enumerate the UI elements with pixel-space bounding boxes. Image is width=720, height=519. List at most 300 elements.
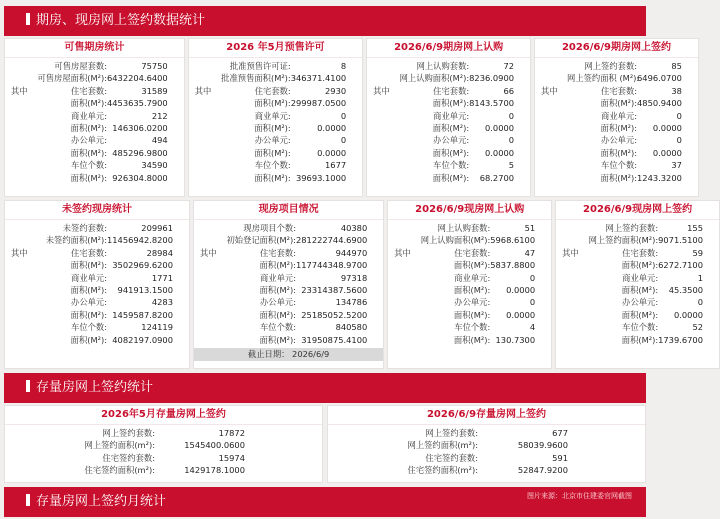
stat-label: 面积(M²):	[254, 98, 291, 109]
card-title: 2026/6/9现房网上签约	[556, 201, 719, 220]
stat-prefix	[562, 321, 588, 333]
stat-label: 面积(M²):	[600, 122, 638, 133]
stat-value: 281222744.6900	[295, 235, 368, 246]
stat-line	[541, 110, 692, 122]
section-marker-icon	[26, 13, 30, 25]
stat-value: 47	[524, 247, 536, 258]
stat-prefix	[195, 172, 221, 184]
stat-prefix	[394, 222, 420, 234]
stat-line	[195, 122, 356, 134]
stat-prefix	[394, 284, 420, 296]
section-marker-icon	[26, 494, 30, 506]
stat-prefix	[200, 272, 226, 284]
stat-value: 15974	[218, 452, 245, 463]
stat-label: 网上认购面积(M²):	[399, 73, 470, 84]
stat-label: 批准预售面积(M²):	[221, 73, 291, 84]
stat-prefix: 其中	[11, 85, 28, 96]
stat-value: 4453635.7900	[107, 98, 168, 109]
stat-label: 面积(M²):	[70, 172, 107, 183]
stat-label: 网上签约套数:	[102, 428, 155, 438]
stat-prefix: 其中	[199, 247, 217, 258]
stat-line	[394, 334, 545, 346]
stat-label: 面积(M²):	[432, 122, 470, 133]
stat-prefix	[195, 122, 221, 134]
stats-row-2	[4, 200, 703, 369]
stat-label: 面积(M²):	[453, 309, 491, 320]
stat-value: 0	[508, 110, 515, 121]
stat-line	[11, 247, 183, 259]
stat-prefix	[11, 147, 37, 159]
stat-value: 66	[503, 85, 515, 96]
stat-prefix	[562, 309, 588, 321]
stat-line	[373, 134, 524, 146]
stat-label: 网上认购套数:	[416, 61, 470, 71]
stat-prefix	[11, 284, 37, 296]
stat-label: 办公单元:	[454, 297, 491, 308]
stat-line	[11, 334, 183, 346]
stat-label: 面积(M²):	[432, 98, 470, 109]
stat-line	[394, 222, 545, 234]
stat-label: 网上签约套数:	[584, 61, 638, 71]
stat-line	[200, 334, 377, 346]
stat-prefix	[373, 122, 399, 134]
stat-label: 面积(M²):	[432, 172, 470, 183]
stat-value: 591	[552, 452, 568, 463]
stat-prefix	[373, 60, 399, 72]
stat-label: 住宅签约面积(m²):	[407, 465, 478, 476]
stat-prefix	[373, 159, 399, 171]
stat-value: 0.0000	[506, 309, 536, 320]
stat-line	[541, 72, 692, 84]
stat-value: 1429178.1000	[184, 465, 245, 476]
stat-line	[200, 309, 377, 321]
stat-line	[562, 234, 713, 246]
card-title: 现房项目情况	[194, 201, 383, 220]
stat-line	[328, 452, 639, 464]
stat-line	[195, 97, 356, 109]
stat-prefix	[11, 259, 37, 271]
stat-line	[5, 427, 316, 439]
card-body	[5, 220, 189, 346]
stat-label: 住宅套数:	[433, 85, 470, 96]
stat-line	[541, 159, 692, 171]
card-body	[5, 58, 184, 184]
stat-label: 商业单元:	[622, 272, 659, 283]
stat-prefix	[200, 296, 226, 308]
stat-value: 346371.4100	[290, 73, 347, 84]
stat-label: 可售房屋面积(M²):	[37, 73, 107, 84]
stat-value: 0	[529, 272, 536, 283]
stat-prefix	[541, 97, 567, 109]
stat-value: 926304.8000	[112, 172, 168, 183]
stat-label: 面积(M²):	[621, 334, 659, 345]
stat-label: 面积(M²):	[600, 98, 638, 109]
stat-value: 31950875.4100	[301, 334, 368, 345]
stat-prefix	[11, 97, 37, 109]
stat-value: 0	[508, 135, 515, 146]
stat-label: 办公单元:	[260, 297, 296, 308]
stat-prefix	[11, 60, 37, 72]
stock-card	[327, 405, 646, 483]
stat-label: 办公单元:	[254, 135, 291, 146]
stat-line	[200, 284, 377, 296]
stat-label: 住宅套数:	[71, 85, 107, 96]
stat-prefix	[195, 72, 221, 84]
stat-value: 6496.0700	[637, 73, 682, 84]
stat-label: 网上签约面积(m²):	[84, 440, 155, 451]
stat-label: 办公单元:	[71, 135, 107, 146]
stat-value: 155	[687, 223, 703, 233]
stat-line	[373, 159, 524, 171]
stat-value: 840580	[335, 322, 368, 333]
card-body	[194, 220, 383, 361]
stat-value: 0	[697, 297, 703, 308]
stat-label: 未签约套数:	[62, 223, 107, 233]
stat-value: 0.0000	[485, 147, 515, 158]
stat-line	[562, 321, 713, 333]
stat-label: 面积(M²):	[453, 334, 491, 345]
stat-value: 941913.1500	[117, 284, 173, 295]
section-header-stock	[4, 373, 646, 403]
stat-value: 1739.6700	[658, 334, 703, 345]
stat-value: 37	[671, 160, 682, 171]
stat-prefix	[541, 134, 567, 146]
stat-line	[200, 234, 377, 246]
stat-card	[534, 38, 699, 197]
card-title: 2026/6/9现房网上认购	[388, 201, 551, 220]
stat-line	[195, 159, 356, 171]
section-title: 存量房网上签约月统计	[36, 494, 167, 509]
stat-value: 51	[524, 223, 536, 233]
stat-label: 面积(M²):	[621, 309, 659, 320]
stat-prefix	[195, 97, 221, 109]
stat-line	[562, 247, 713, 259]
stat-value: 4	[529, 322, 536, 333]
card-body	[189, 58, 362, 184]
card-body	[367, 58, 530, 184]
stat-label: 可售房屋套数:	[54, 61, 107, 71]
stat-prefix	[562, 222, 588, 234]
stat-line	[394, 296, 545, 308]
stat-prefix	[562, 296, 588, 308]
stat-line	[195, 147, 356, 159]
stat-prefix: 其中	[373, 85, 390, 96]
stat-line	[195, 134, 356, 146]
stat-prefix	[195, 147, 221, 159]
stat-prefix	[373, 134, 399, 146]
stat-prefix: 其中	[11, 247, 28, 258]
card-body	[388, 220, 551, 346]
stat-label: 办公单元:	[433, 135, 470, 146]
stat-value: 40380	[340, 223, 368, 233]
stat-line	[200, 272, 377, 284]
stat-line	[11, 72, 178, 84]
stat-line	[200, 321, 377, 333]
stat-label: 商业单元:	[71, 272, 107, 283]
stat-prefix	[562, 284, 588, 296]
stat-card	[387, 200, 552, 369]
stat-line	[562, 309, 713, 321]
stat-line	[562, 284, 713, 296]
stat-prefix	[11, 172, 37, 184]
stat-label: 面积(M²):	[453, 284, 491, 295]
stat-line	[11, 85, 178, 97]
stat-label: 面积(M²):	[600, 147, 638, 158]
stat-line	[11, 172, 178, 184]
stat-line	[11, 321, 183, 333]
stat-value: 0.0000	[506, 284, 536, 295]
section-title: 存量房网上签约统计	[36, 380, 154, 395]
stats-row-1	[4, 38, 682, 197]
stat-prefix	[373, 72, 399, 84]
stat-value: 134786	[335, 297, 368, 308]
stat-prefix	[200, 334, 226, 346]
stat-line	[195, 172, 356, 184]
stat-label: 面积(M²):	[259, 260, 296, 271]
stat-prefix	[373, 172, 399, 184]
stat-prefix	[394, 234, 420, 246]
stat-value: 9071.5100	[658, 235, 703, 246]
stat-prefix	[562, 259, 588, 271]
stat-prefix	[394, 309, 420, 321]
stat-label: 面积(M²):	[621, 260, 659, 271]
stat-label: 商业单元:	[254, 110, 291, 121]
stat-label: 面积(M²):	[254, 172, 291, 183]
card-title: 2026/6/9存量房网上签约	[328, 406, 645, 425]
stat-line	[562, 296, 713, 308]
stat-prefix	[200, 234, 226, 246]
stat-value: 52847.9200	[517, 465, 568, 476]
stat-line	[394, 321, 545, 333]
stat-card	[366, 38, 531, 197]
stat-line	[541, 85, 692, 97]
stat-value: 8143.5700	[469, 98, 515, 109]
stat-value: 1677	[325, 160, 347, 171]
stat-line	[11, 284, 183, 296]
stat-line	[373, 60, 524, 72]
stat-line	[11, 147, 178, 159]
stat-prefix	[562, 334, 588, 346]
stat-value: 0	[529, 297, 536, 308]
stat-line	[11, 159, 178, 171]
stat-value: 5968.6100	[490, 235, 536, 246]
stat-value: 494	[151, 135, 168, 146]
stat-label: 批准预售许可证:	[229, 61, 291, 71]
stat-prefix	[11, 296, 37, 308]
stat-value: 68.2700	[479, 172, 515, 183]
stat-prefix	[200, 321, 226, 333]
stat-value: 4283	[151, 297, 173, 308]
stat-value: 58039.9600	[517, 440, 568, 451]
stat-value: 0	[340, 135, 347, 146]
stat-prefix	[541, 72, 567, 84]
stat-label: 住宅签约套数:	[425, 452, 478, 463]
stat-line	[394, 309, 545, 321]
stat-line	[328, 427, 639, 439]
stat-label: 办公单元:	[622, 297, 659, 308]
stat-value: 117744348.9700	[295, 260, 368, 271]
stat-value: 72	[503, 61, 515, 71]
stat-prefix	[541, 147, 567, 159]
stat-label: 车位个数:	[260, 322, 296, 333]
stat-line	[195, 60, 356, 72]
card-title: 2026年5月存量房网上签约	[5, 406, 322, 425]
stat-label: 面积(M²):	[70, 147, 107, 158]
stat-label: 面积(M²):	[254, 122, 291, 133]
stat-value: 0	[676, 110, 682, 121]
stat-prefix	[195, 60, 221, 72]
stat-label: 商业单元:	[601, 110, 638, 121]
stat-line	[373, 172, 524, 184]
stat-value: 59	[692, 247, 703, 258]
stock-card	[4, 405, 323, 483]
stat-label: 办公单元:	[71, 297, 107, 308]
stat-value: 28984	[146, 247, 173, 258]
stat-prefix	[11, 222, 37, 234]
stat-value: 39693.1000	[296, 172, 347, 183]
stat-prefix: 其中	[541, 85, 558, 96]
stat-line	[373, 72, 524, 84]
stat-prefix	[11, 134, 37, 146]
stat-label: 住宅套数:	[71, 247, 107, 258]
card-body	[556, 220, 719, 346]
stat-prefix	[200, 309, 226, 321]
stat-line	[328, 439, 639, 451]
card-body	[328, 425, 645, 477]
section-header-stock-monthly	[4, 487, 646, 517]
stat-value: 31589	[141, 85, 168, 96]
stat-label: 面积(M²):	[70, 334, 107, 345]
stat-label: 网上签约面积 (M²):	[567, 73, 640, 84]
stat-label: 住宅套数:	[260, 247, 296, 258]
stat-label: 住宅套数:	[601, 85, 638, 96]
stat-line	[541, 122, 692, 134]
stat-line	[394, 284, 545, 296]
stat-line	[200, 222, 377, 234]
stat-line	[5, 464, 316, 476]
card-body	[5, 425, 322, 477]
stat-line	[195, 72, 356, 84]
stat-line	[328, 464, 639, 476]
stat-value: 17872	[218, 428, 245, 438]
stat-prefix	[11, 72, 37, 84]
stat-value: 25185052.5200	[301, 309, 368, 320]
stat-line	[11, 110, 178, 122]
stat-value: 677	[552, 428, 568, 438]
stat-value: 130.7300	[495, 334, 536, 345]
stat-line	[200, 296, 377, 308]
stat-value: 8236.0900	[469, 73, 515, 84]
stat-line	[5, 439, 316, 451]
stat-value: 1243.3200	[637, 172, 682, 183]
stat-label: 面积(M²):	[254, 147, 291, 158]
stat-line	[541, 147, 692, 159]
stat-label: 办公单元:	[601, 135, 638, 146]
stat-prefix	[541, 60, 567, 72]
stat-label: 车位个数:	[433, 160, 470, 171]
stat-value: 0.0000	[673, 309, 703, 320]
stat-label: 面积(M²):	[600, 172, 638, 183]
card-title: 2026/6/9期房网上签约	[535, 39, 698, 58]
stat-value: 0.0000	[317, 147, 347, 158]
stat-prefix	[11, 159, 37, 171]
stat-label: 未签约面积(M²):	[45, 235, 107, 246]
stat-line	[11, 122, 178, 134]
stat-label: 车位个数:	[71, 160, 107, 171]
stat-prefix	[373, 97, 399, 109]
stat-prefix	[11, 234, 37, 246]
stat-line	[5, 452, 316, 464]
stat-prefix	[195, 159, 221, 171]
stat-prefix	[373, 110, 399, 122]
stat-value: 4082197.0900	[112, 334, 173, 345]
stat-value: 1459587.8200	[112, 309, 173, 320]
stat-value: 944970	[335, 247, 368, 258]
stat-value: 8	[340, 61, 347, 71]
stats-panels	[4, 38, 703, 372]
stat-line	[11, 259, 183, 271]
stat-value: 0.0000	[652, 122, 682, 133]
stat-card	[4, 38, 185, 197]
stat-label: 网上签约面积(M²):	[588, 235, 659, 246]
stat-label: 商业单元:	[260, 272, 296, 283]
deadline-bar: 截止日期： 2026/6/9	[194, 348, 383, 361]
stat-prefix	[373, 147, 399, 159]
stat-label: 商业单元:	[433, 110, 470, 121]
stat-value: 0	[676, 135, 682, 146]
stat-prefix	[200, 259, 226, 271]
stat-value: 146306.0200	[112, 122, 168, 133]
stat-line	[11, 134, 178, 146]
stat-value: 34590	[141, 160, 168, 171]
card-title: 2026/6/9期房网上认购	[367, 39, 530, 58]
stat-value: 6432204.6400	[107, 73, 168, 84]
stat-label: 面积(M²):	[70, 260, 107, 271]
image-credit: 图片来源：北京市住建委官网截图	[527, 492, 632, 500]
stat-line	[394, 247, 545, 259]
stat-line	[541, 60, 692, 72]
stat-line	[373, 122, 524, 134]
stat-value: 6272.7100	[658, 260, 703, 271]
stat-label: 车位个数:	[601, 160, 638, 171]
stat-prefix	[562, 234, 588, 246]
stat-line	[373, 110, 524, 122]
stat-prefix	[394, 334, 420, 346]
stat-value: 0.0000	[317, 122, 347, 133]
stat-label: 面积(M²):	[259, 334, 296, 345]
card-body	[535, 58, 698, 184]
stat-label: 住宅套数:	[254, 85, 291, 96]
stat-value: 485296.9800	[112, 147, 168, 158]
stat-label: 车位个数:	[254, 160, 291, 171]
stat-label: 住宅套数:	[622, 247, 659, 258]
stat-value: 85	[671, 61, 682, 71]
stat-prefix	[394, 321, 420, 333]
stat-label: 网上认购面积(M²):	[420, 235, 491, 246]
stat-label: 面积(M²):	[432, 147, 470, 158]
stat-card	[4, 200, 190, 369]
stat-line	[394, 234, 545, 246]
stat-line	[394, 259, 545, 271]
stat-card	[188, 38, 363, 197]
stat-prefix: 其中	[394, 247, 411, 258]
section-header-new-and-existing	[4, 6, 646, 36]
stat-value: 0.0000	[485, 122, 515, 133]
stat-value: 23314387.5600	[301, 284, 368, 295]
stat-prefix	[541, 172, 567, 184]
stat-label: 住宅签约面积(m²):	[84, 465, 155, 476]
stat-prefix	[11, 272, 37, 284]
